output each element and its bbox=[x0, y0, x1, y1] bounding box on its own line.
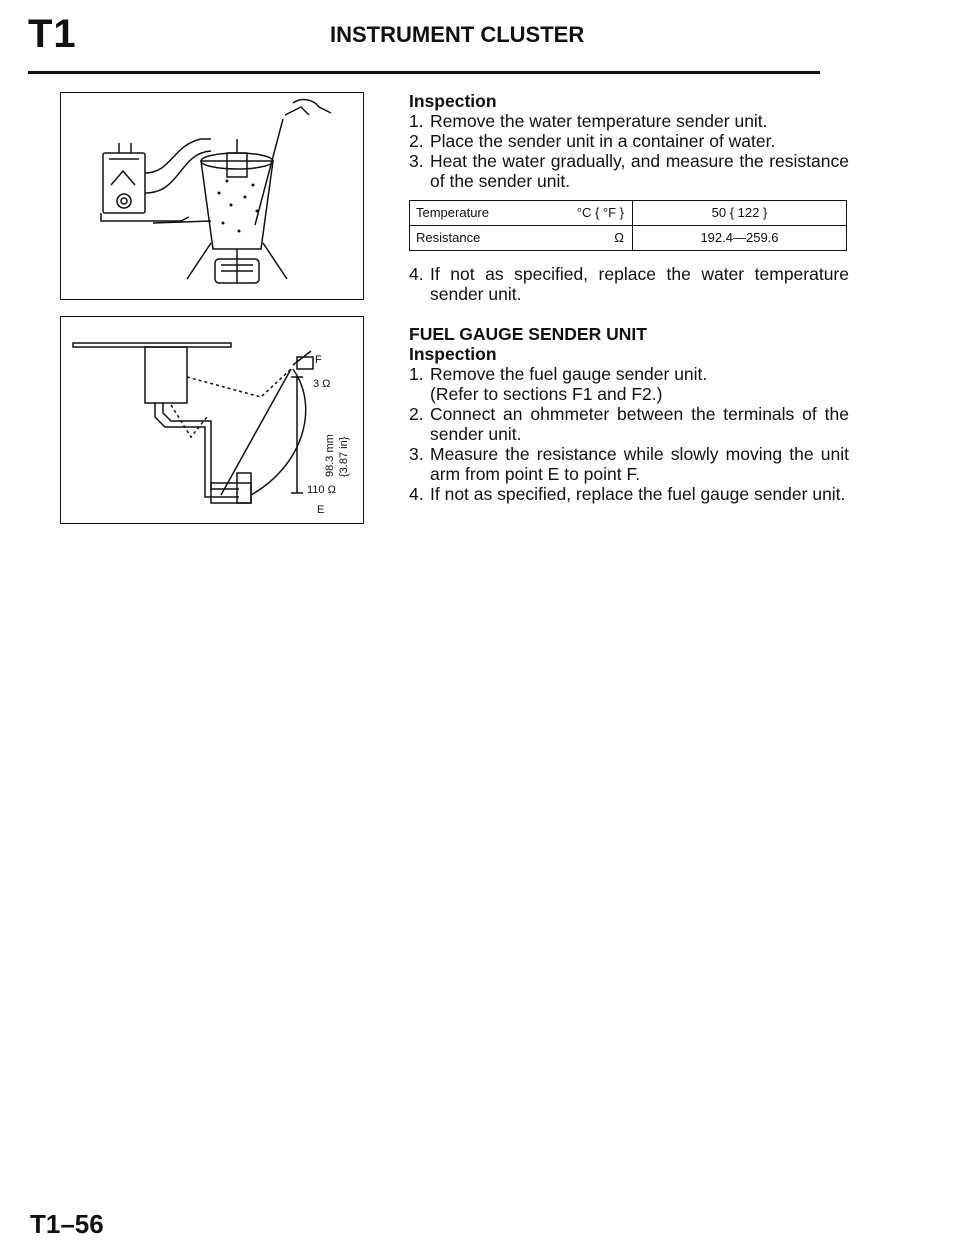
fuel-sender-figure bbox=[60, 316, 364, 524]
header-rule bbox=[28, 71, 820, 74]
resistance-unit: Ω bbox=[614, 230, 624, 245]
float-arm bbox=[221, 369, 291, 495]
dimension-in-label: {3.87 in} bbox=[338, 436, 350, 477]
step-text: If not as specified, replace the water temperature sender unit. bbox=[430, 264, 849, 304]
page-title: INSTRUMENT CLUSTER bbox=[330, 22, 585, 47]
dimension-mm-label: 98.3 mm bbox=[324, 434, 336, 477]
resistance-label: Resistance bbox=[416, 230, 481, 245]
resistance-bottom-label: 110 Ω bbox=[307, 484, 336, 496]
table-row bbox=[410, 201, 847, 226]
spec-table bbox=[409, 200, 847, 251]
fuel-step-4 bbox=[409, 484, 849, 504]
step-number: 3. bbox=[409, 151, 424, 171]
step-text: Measure the resistance while slowly moving the unit arm from point E to point F. bbox=[430, 444, 849, 484]
step-text: Place the sender unit in a container of water. bbox=[430, 131, 776, 151]
temperature-unit: °C { °F } bbox=[576, 205, 624, 220]
temperature-label: Temperature bbox=[416, 205, 489, 220]
water-temp-test-figure bbox=[60, 92, 364, 300]
float bbox=[211, 483, 251, 503]
resistance-top-label: 3 Ω bbox=[313, 378, 331, 390]
fuel-step-3 bbox=[409, 444, 849, 484]
step-text: Heat the water gradually, and measure the resistance of the sender unit. bbox=[430, 151, 849, 191]
step-number: 2. bbox=[409, 404, 424, 424]
table-cell-label bbox=[410, 226, 633, 251]
water-temp-step-4 bbox=[409, 264, 849, 304]
procedure-column bbox=[409, 91, 849, 504]
section-code: T1 bbox=[28, 12, 77, 56]
fuel-step-2 bbox=[409, 404, 849, 444]
point-e-label: E bbox=[317, 504, 325, 516]
fuel-gauge-inspection-heading: Inspection bbox=[409, 344, 497, 364]
temperature-value: 50 { 122 } bbox=[633, 201, 847, 226]
step-number: 4. bbox=[409, 484, 424, 504]
step-number: 2. bbox=[409, 131, 424, 151]
water-temp-test-illustration bbox=[61, 93, 363, 299]
point-f-label: F bbox=[315, 354, 322, 366]
resistance-value: 192.4—259.6 bbox=[633, 226, 847, 251]
step-number: 4. bbox=[409, 264, 424, 284]
water-temp-step-1 bbox=[409, 111, 849, 131]
step-number: 1. bbox=[409, 364, 424, 384]
fuel-step-1 bbox=[409, 364, 849, 404]
page-number: T1–56 bbox=[30, 1209, 104, 1239]
step-subtext: (Refer to sections F1 and F2.) bbox=[430, 384, 663, 404]
table-row bbox=[410, 226, 847, 251]
fuel-gauge-section-title: FUEL GAUGE SENDER UNIT bbox=[409, 324, 647, 344]
fuel-sender-illustration bbox=[61, 317, 363, 523]
step-text: Remove the fuel gauge sender unit. bbox=[430, 364, 708, 384]
step-text: Remove the water temperature sender unit. bbox=[430, 111, 768, 131]
step-number: 1. bbox=[409, 111, 424, 131]
water-temp-step-2 bbox=[409, 131, 849, 151]
step-text: Connect an ohmmeter between the terminals of the sender unit. bbox=[430, 404, 849, 444]
water-temp-inspection-heading: Inspection bbox=[409, 91, 497, 111]
sender-housing bbox=[145, 347, 187, 403]
step-number: 3. bbox=[409, 444, 424, 464]
step-text: If not as specified, replace the fuel gauge sender unit. bbox=[430, 484, 846, 504]
table-cell-label bbox=[410, 201, 633, 226]
water-temp-step-3 bbox=[409, 151, 849, 191]
